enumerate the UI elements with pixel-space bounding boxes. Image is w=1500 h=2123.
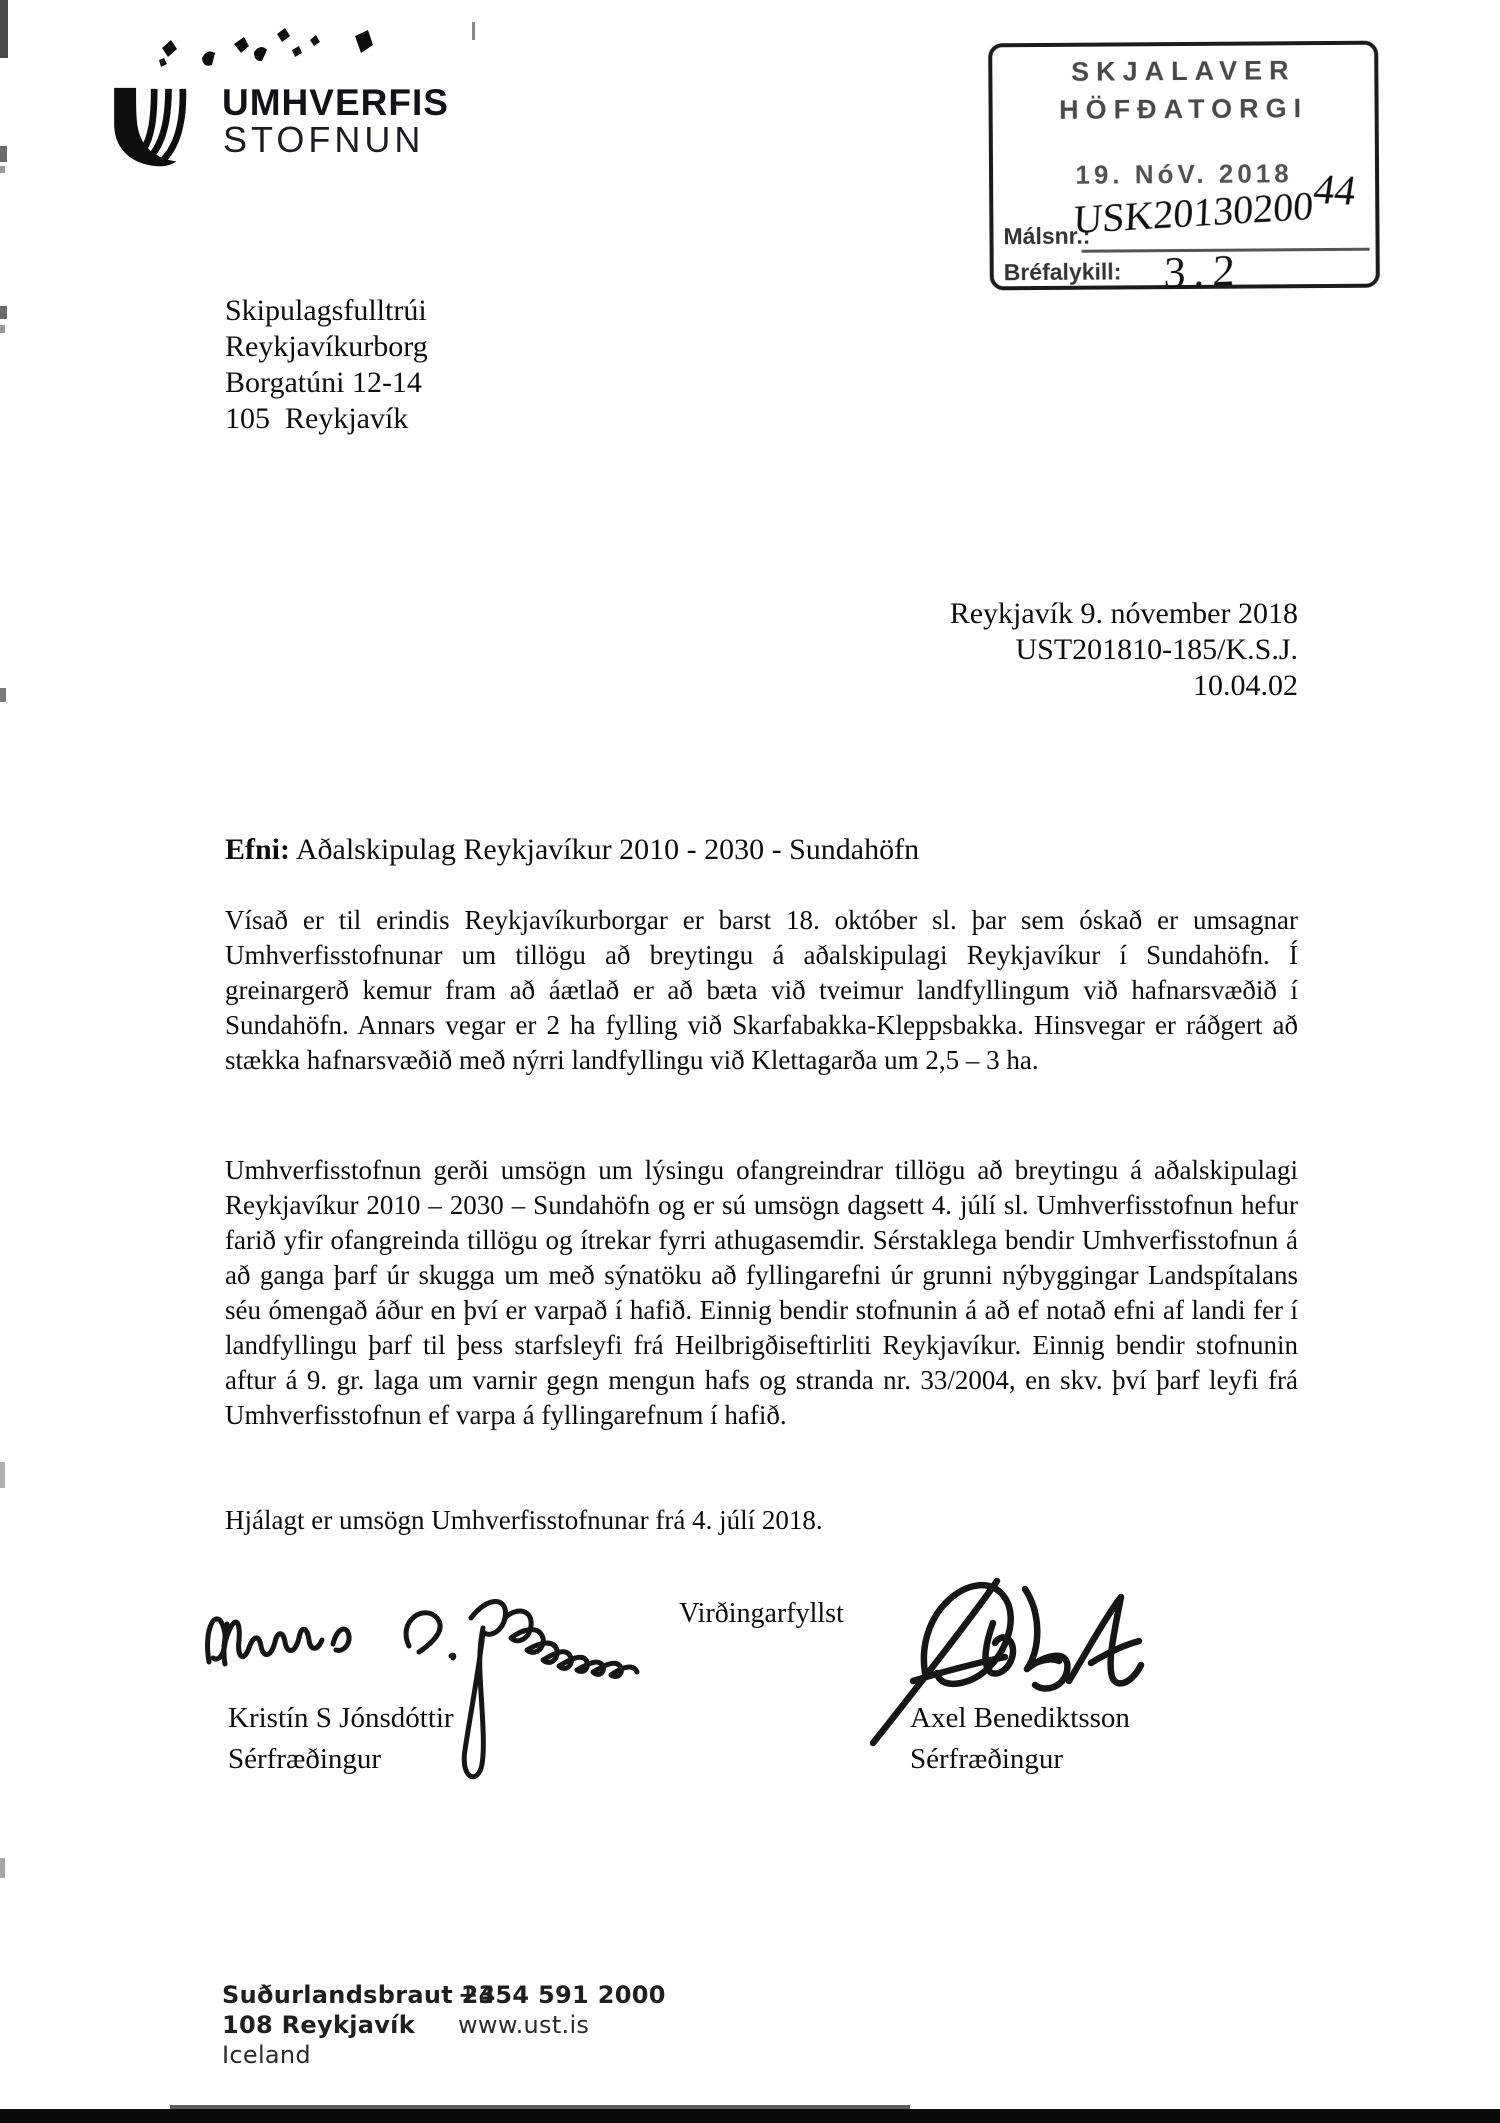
umhverfisstofnun-logo-icon bbox=[110, 86, 206, 168]
scan-artifact bbox=[0, 325, 5, 333]
recipient-line: 105 Reykjavík bbox=[225, 402, 409, 435]
scan-artifact bbox=[0, 166, 5, 173]
logo-text-line1: UMHVERFIS bbox=[222, 82, 449, 123]
stamp-brefalykill-label: Bréfalykill: bbox=[1003, 258, 1122, 286]
footer-website: www.ust.is bbox=[458, 2011, 590, 2039]
reference-block bbox=[950, 596, 1298, 704]
stamp-malsnr-label: Málsnr.: bbox=[1003, 222, 1091, 250]
scan-artifact bbox=[0, 688, 6, 702]
place-and-date: Reykjavík 9. nóvember 2018 bbox=[949, 597, 1298, 630]
footer-address-column bbox=[222, 1980, 496, 2070]
signer2-name: Axel Benediktsson bbox=[910, 1702, 1130, 1734]
received-stamp bbox=[988, 41, 1380, 298]
footer-phone: +354 591 2000 bbox=[458, 1981, 666, 2009]
recipient-line: Reykjavíkurborg bbox=[225, 330, 428, 363]
ink-smudge-marks bbox=[150, 22, 380, 77]
logo-text-line2: STOFNUN bbox=[223, 119, 425, 160]
scan-artifact bbox=[0, 146, 7, 162]
stamp-malsnr-raised-digits: 44 bbox=[1310, 166, 1359, 215]
stamp-office-line1: SKJALAVER bbox=[1070, 55, 1296, 87]
scan-artifact bbox=[0, 0, 8, 58]
case-number: UST201810-185/K.S.J. bbox=[1015, 633, 1298, 666]
recipient-line: Borgatúni 12-14 bbox=[225, 366, 422, 399]
scan-artifact bbox=[0, 1858, 5, 1878]
scan-artifact bbox=[0, 306, 7, 319]
stamp-office-line2: HÖFÐATORGI bbox=[1059, 93, 1309, 125]
subject-line bbox=[225, 833, 919, 867]
subject-label: Efni: bbox=[225, 833, 291, 866]
signer2-title: Sérfræðingur bbox=[910, 1743, 1064, 1775]
body-paragraph-3: Hjálagt er umsögn Umhverfisstofnunar frá 4. júlí 2018. bbox=[225, 1505, 823, 1535]
footer-country: Iceland bbox=[222, 2041, 311, 2069]
signer1-name: Kristín S Jónsdóttir bbox=[228, 1702, 454, 1734]
body-paragraph-2: Umhverfisstofnun gerði umsögn um lýsingu ofangreindrar tillögu að breytingu á aðalskipulagi Reykjavíkur 2010 – 2030 – Sundahöfn og er sú umsögn dagsett 4. júlí sl. Umhverfisstofnun hefur farið yfir ofangreinda tillögu og ítrekar fyrri athugasemdir. Sérstaklega bendir Umhverfisstofnun á að ganga þarf úr skugga um með sýnatöku að fyllingarefni úr grunni nýbyggingar Landspítalans séu ómengað áður en því er varpað í hafið. Einnig bendir stofnunin á að ef notað efni af landi fer í landfyllingu þarf til þess starfsleyfi frá Heilbrigðiseftirliti Reykjavíkur. Einnig bendir stofnunin aftur á 9. gr. laga um varnir gegn mengun hafs og stranda nr. 33/2004, en skv. því þarf leyfi frá Umhverfisstofnun ef varpa á fyllingarefnum í hafið. bbox=[225, 1155, 1298, 1430]
recipient-address-block bbox=[225, 293, 428, 437]
footer-street: Suðurlandsbraut 24 bbox=[222, 1981, 496, 2009]
recipient-line: Skipulagsfulltrúi bbox=[225, 294, 427, 327]
bottom-scan-bar bbox=[0, 2109, 1500, 2123]
footer-city: 108 Reykjavík bbox=[222, 2011, 415, 2039]
scan-artifact bbox=[0, 1462, 5, 1488]
file-number: 10.04.02 bbox=[1193, 669, 1298, 702]
scan-artifact bbox=[472, 22, 475, 40]
signer1-title: Sérfræðingur bbox=[228, 1743, 382, 1775]
valediction: Virðingarfyllst bbox=[679, 1598, 844, 1629]
stamp-date-received: 19. NóV. 2018 bbox=[1075, 158, 1293, 190]
stamp-brefalykill-handwritten-value: 3.2 bbox=[1163, 245, 1244, 298]
footer-contact-column bbox=[458, 1980, 666, 2040]
subject-text: Aðalskipulag Reykjavíkur 2010 - 2030 - Sundahöfn bbox=[290, 833, 920, 866]
stamp-malsnr-main-digits: USK20130200 bbox=[1072, 182, 1315, 243]
body-paragraph-1: Vísað er til erindis Reykjavíkurborgar er barst 18. október sl. þar sem óskað er umsagnar Umhverfisstofnunar um tillögu að breytingu á aðalskipulagi Reykjavíkur í Sundahöfn. Í greinargerð kemur fram að áætlað er að bæta við tveimur landfyllingum við hafnarsvæðið í Sundahöfn. Annars vegar er 2 ha fylling við Skarfabakka-Kleppsbakka. Hinsvegar er ráðgert að stækka hafnarsvæðið með nýrri landfyllingu við Klettagarða um 2,5 – 3 ha. bbox=[225, 905, 1298, 1075]
